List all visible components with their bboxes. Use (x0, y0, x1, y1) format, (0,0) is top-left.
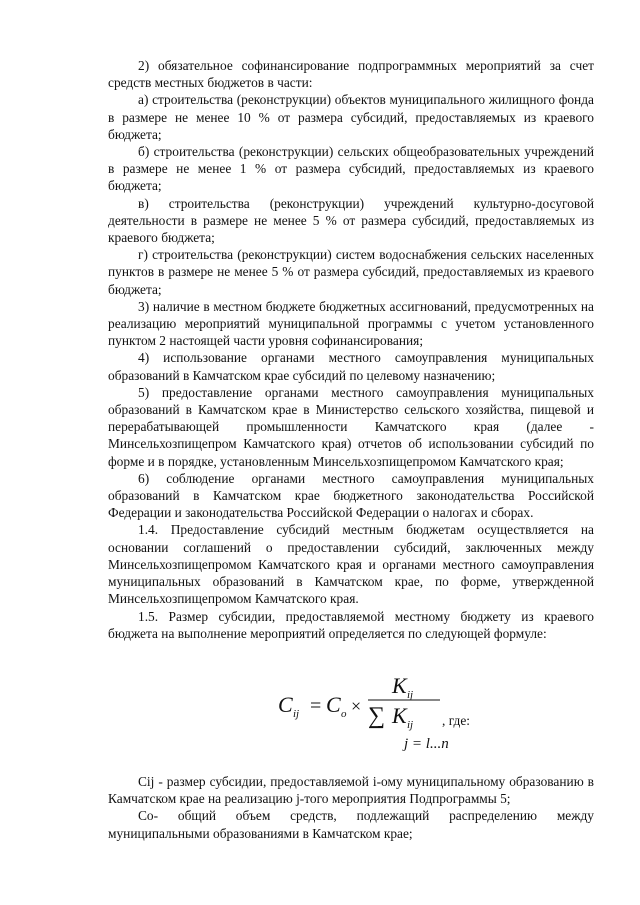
definition-cij: Cij - размер субсидии, предоставляемой i-ому муниципальному образованию в Камчатском крае на реализацию j-того мероприятия Подпрограммы 5; (108, 774, 594, 807)
formula-denominator: K (392, 703, 407, 728)
paragraph: б) строительства (реконструкции) сельских общеобразовательных учреждений в размере не менее 1 % от размера субсидий, предоставляемых из краевого бюджета; (108, 144, 594, 194)
formula-denominator-sub: ij (407, 719, 414, 731)
paragraph: 1.4. Предоставление субсидий местным бюджетам осуществляется на основании соглашений о предоставлении субсидий, заключенных между Минсельхозпищепромом Камчатского края и органами местного самоуправления муниципальных образований в Камчатском крае, по форме, утвержденной Минсельхозпищепромом Камчатского края. (108, 522, 594, 607)
formula-times: × (351, 696, 362, 716)
formula-lhs-sub: ij (293, 708, 300, 720)
paragraph: 5) предоставление органами местного самоуправления муниципальных образований в Камчатском крае в Министерство сельского хозяйства, пищевой и перерабатывающей промышленности Камчатского края (далее - Минсельхозпищепром Камчатского края) отчетов об использовании субсидий по форме и в порядке, установленным Минсельхозпищепромом Камчатского края; (108, 384, 594, 469)
paragraph: 4) использование органами местного самоуправления муниципальных образований в Камчатском крае субсидий по целевому назначению; (108, 350, 594, 383)
formula-sum: ∑ (368, 703, 386, 729)
formula-suffix: , где: (442, 713, 470, 728)
paragraph: 2) обязательное софинансирование подпрограммных мероприятий за счет средств местных бюджетов в части: (108, 58, 594, 91)
definition-co: Со- общий объем средств, подлежащий распределению между муниципальными образованиями в Камчатском крае; (108, 808, 594, 841)
definitions (108, 773, 594, 842)
formula (270, 668, 470, 756)
paragraph: в) строительства (реконструкции) учреждений культурно-досуговой деятельности в размере не менее 5 % от размера субсидий, предоставляемых из краевого бюджета; (108, 195, 594, 246)
formula-c0-sub: o (341, 708, 347, 720)
body-text (108, 57, 594, 642)
paragraph: 3) наличие в местном бюджете бюджетных ассигнований, предусмотренных на реализацию мероприятий муниципальной программы с учетом установленного пунктом 2 настоящей части уровня софинансирования; (108, 298, 594, 349)
formula-range: j = l...n (404, 736, 449, 752)
formula-c0: C (326, 692, 341, 717)
formula-lhs: C (278, 692, 293, 717)
formula-numerator: K (392, 673, 407, 698)
paragraph: а) строительства (реконструкции) объектов муниципального жилищного фонда в размере не менее 10 % от размера субсидий, предоставляемых из краевого бюджета; (108, 92, 594, 142)
formula-eq: = (310, 695, 322, 717)
paragraph: 6) соблюдение органами местного самоуправления муниципальных образований в Камчатском крае бюджетного законодательства Российской Федерации и законодательства Российской Федерации о налогах и сборах. (108, 470, 594, 521)
paragraph: г) строительства (реконструкции) систем водоснабжения сельских населенных пунктов в размере не менее 5 % от размера субсидий, предоставляемых из краевого бюджета; (108, 247, 594, 297)
formula-numerator-sub: ij (407, 689, 414, 701)
paragraph: 1.5. Размер субсидии, предоставляемой местному бюджету из краевого бюджета на выполнение мероприятий определяется по следующей формуле: (108, 608, 594, 641)
